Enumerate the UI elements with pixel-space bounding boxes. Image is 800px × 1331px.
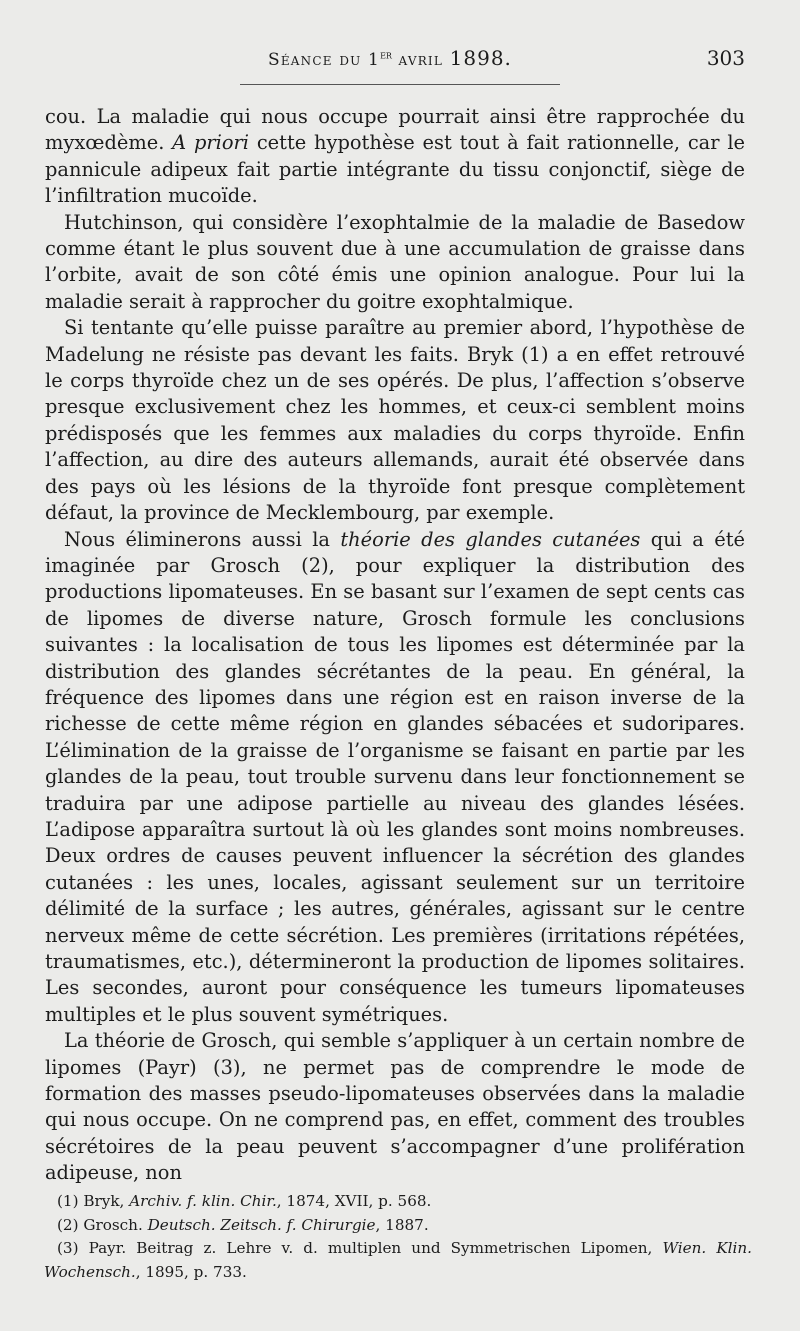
footnote-3-rest: , 1895, p. 733. [135, 1262, 247, 1281]
header-rule [240, 84, 560, 85]
paragraph-1 [45, 104, 745, 210]
paragraph-1-text: cou. La maladie qui nous occupe pourrait ainsi être rapprochée du myxœdème. [45, 105, 745, 155]
paragraph-2: Hutchinson, qui considère l’exophtalmie de la maladie de Basedow comme étant le plus souvent due à une accumulation de graisse dans l’orbite, avait de son côté émis une opinion analogue. Pour lui la maladie serait à rapprocher du goitre exophtalmique. [45, 210, 745, 313]
paragraph-4-rest: qui a été imaginée par Grosch (2), pour expliquer la distribution des productions lipomateuses. En se basant sur l’examen de sept cents cas de lipomes de diverse nature, Grosch formule les conclusions suivantes : la localisation de tous les lipomes est déterminée par la distribution des glandes sécrétantes de la peau. En général, la fréquence des lipomes dans une région est en raison inverse de la richesse de cette même région en glandes sébacées et sudoripares. L’élimination de la graisse de l’organisme se faisant en partie par les glandes de la peau, tout trouble survenu dans leur fonctionnement se traduira par une adipose partielle au niveau des glandes lésées. L’adipose apparaîtra surtout là où les glandes sont moins nombreuses. Deux ordres de causes peuvent influencer la sécrétion des glandes cutanées : les unes, locales, agissant seulement sur un territoire délimité de la surface ; les autres, générales, agissant sur le centre nerveux même de cette sécrétion. Les premières (irritations répétées, traumatismes, etc.), détermineront la production de lipomes solitaires. Les secondes, auront pour conséquence les tumeurs lipomateuses multiples et le plus souvent symétriques. [45, 527, 745, 1026]
footnote-2-rest: , 1887. [375, 1215, 429, 1234]
footnote-2-italic: Deutsch. Zeitsch. f. Chirurgie [147, 1215, 376, 1234]
paragraph-4-italic: théorie des glandes cutanées [340, 527, 641, 551]
paragraph-3: Si tentante qu’elle puisse paraître au premier abord, l’hypothèse de Madelung ne résiste pas devant les faits. Bryk (1) a en effet retrouvé le corps thyroïde chez un de ses opérés. De plus, l’affection s’observe presque exclusivement chez les hommes, et ceux-ci semblent moins prédisposés que les femmes aux maladies du corps thyroïde. Enfin l’affection, au dire des auteurs allemands, aurait été observée dans des pays où les lésions de la thyroïde font presque complètement défaut, la province de Mecklembourg, par exemple. [45, 316, 745, 525]
body-text [45, 104, 745, 1187]
footnote-2 [44, 1214, 752, 1238]
paragraph-5: La théorie de Grosch, qui semble s’appliquer à un certain nombre de lipomes (Payr) (3), ne permet pas de comprendre le mode de formation des masses pseudo-lipomateuses observées dans la maladie qui nous occupe. On ne comprend pas, en effet, comment des troubles sécrétoires de la peau peuvent s’accompagner d’une prolifération adipeuse, non [45, 1029, 745, 1185]
footnote-1-italic: Archiv. f. klin. Chir. [129, 1192, 277, 1210]
footnote-3-text: (3) Payr. Beitrag z. Lehre v. d. multiplen und Symmetrischen Lipomen, [57, 1239, 663, 1257]
footnotes [44, 1190, 752, 1284]
running-title [268, 46, 512, 70]
running-header [0, 46, 800, 76]
footnote-1 [44, 1190, 752, 1214]
footnote-3 [44, 1237, 752, 1284]
paragraph-1-italic: A priori [172, 131, 250, 155]
footnote-1-rest: , 1874, XVII, p. 568. [276, 1192, 432, 1210]
running-title-prefix: Séance du 1 [268, 50, 381, 70]
running-title-superscript: er [380, 48, 392, 62]
paragraph-4-text: Nous éliminerons aussi la [64, 527, 341, 551]
page-number: 303 [706, 46, 745, 70]
running-title-year: 1898. [449, 46, 512, 70]
footnote-1-text: (1) Bryk, [57, 1192, 130, 1210]
paragraph-4 [45, 527, 745, 1029]
paragraph-1-rest: cette hypothèse est tout à fait rationnelle, car le pannicule adipeux fait partie intégrante du tissu conjonctif, siège de l’infiltration mucoïde. [45, 131, 745, 208]
footnote-3-italic: Wien. Klin. Wochensch. [44, 1239, 752, 1281]
running-title-month: avril [391, 50, 450, 70]
footnote-2-text: (2) Grosch. [57, 1215, 148, 1234]
